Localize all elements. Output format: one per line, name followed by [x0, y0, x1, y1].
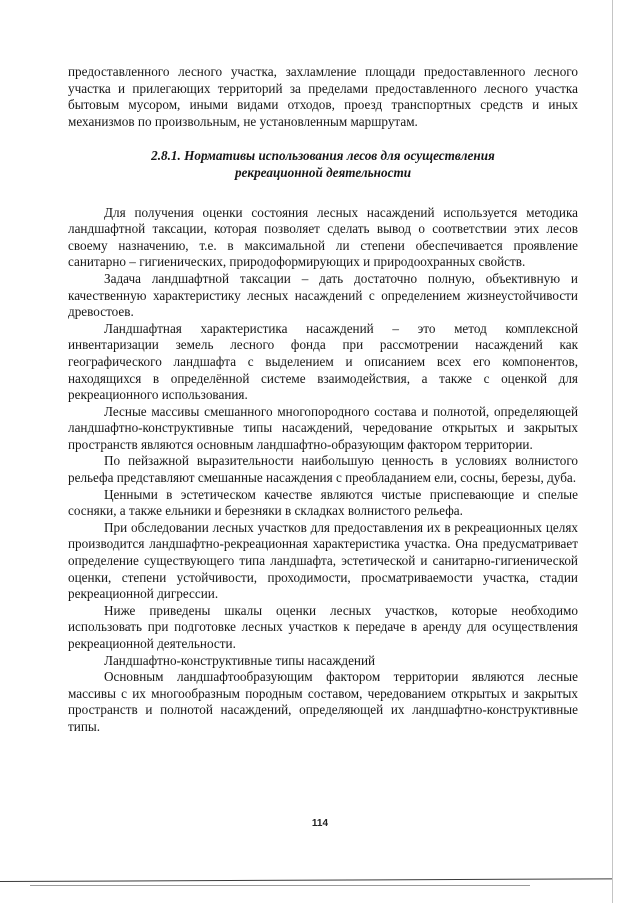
paragraph-characteristic: Ландшафтная характеристика насаждений – это метод комплексной инвентаризации земель лесного фонда при рассмотрении насаждений как географического ландшафта с выделением и описанием всех его компонентов, находящихся в определённой системе взаимодействия, а также с оценкой для рекреационного использования. — [68, 320, 578, 403]
paragraph-method: Для получения оценки состояния лесных насаждений используется методика ландшафтной таксации, которая позволяет сделать вывод о соответствии этих лесов своему назначению, т.е. в максимальной ли степени обеспечивается проявление санитарно – гигиенических, природоформирующих и природоохранных свойств. — [68, 204, 578, 270]
paragraph-survey: При обследовании лесных участков для предоставления их в рекреационных целях производится ландшафтно-рекреационная характеристика участка. Она предусматривает определение существующего типа ландшафта, эстетической и санитарно-гигиенической оценки, степени устойчивости, проходимости, просматриваемости участка, стадии рекреационной дигрессии. — [68, 519, 578, 602]
paragraph-task: Задача ландшафтной таксации – дать достаточно полную, объективную и качественную характеристику лесных насаждений с определением жизнеустойчивости древостоев. — [68, 270, 578, 320]
opening-paragraph: предоставленного лесного участка, захламление площади предоставленного лесного участка и прилегающих территорий за пределами предоставленного лесного участка бытовым мусором, иными видами отходов, проезд транспортных средств и иных механизмов по произвольным, не установленным маршрутам. — [68, 64, 578, 129]
section-heading-line-1: 2.8.1. Нормативы использования лесов для осуществления — [151, 148, 495, 164]
paragraph-scales: Ниже приведены шкалы оценки лесных участков, которые необходимо использовать при подготовке лесных участков к передаче в аренду для осуществления рекреационной деятельности. — [68, 602, 578, 651]
section-heading-line-2: рекреационной деятельности — [234, 164, 412, 180]
document-page — [68, 64, 578, 736]
page-edge-line — [612, 0, 613, 903]
subheading: Ландшафтно-конструктивные типы насаждений — [104, 652, 376, 668]
page-number: 114 — [311, 818, 329, 829]
paragraph-forest-massifs: Лесные массивы смешанного многопородного состава и полнотой, определяющей ландшафтно-конструктивные типы насаждений, чередование открытых и закрытых пространств являются основным ландшафтно-образующим фактором территории. — [68, 403, 578, 452]
paragraph-landscape-value: По пейзажной выразительности наибольшую ценность в условиях волнистого рельефа представляют смешанные насаждения с преобладанием ели, сосны, березы, дуба. — [68, 453, 578, 486]
bottom-scan-rule-secondary — [30, 885, 530, 886]
closing-paragraph: Основным ландшафтообразующим фактором территории являются лесные массивы с их многообразным породным составом, чередованием открытых и закрытых пространств и полнотой насаждений, определяющей их ландшафтно-конструктивные типы. — [68, 669, 578, 734]
bottom-scan-rule — [0, 878, 612, 882]
paragraph-aesthetic: Ценными в эстетическом качестве являются чистые приспевающие и спелые сосняки, а также ельники и березняки в складках волнистого рельефа. — [68, 486, 578, 519]
section-heading — [68, 148, 578, 181]
